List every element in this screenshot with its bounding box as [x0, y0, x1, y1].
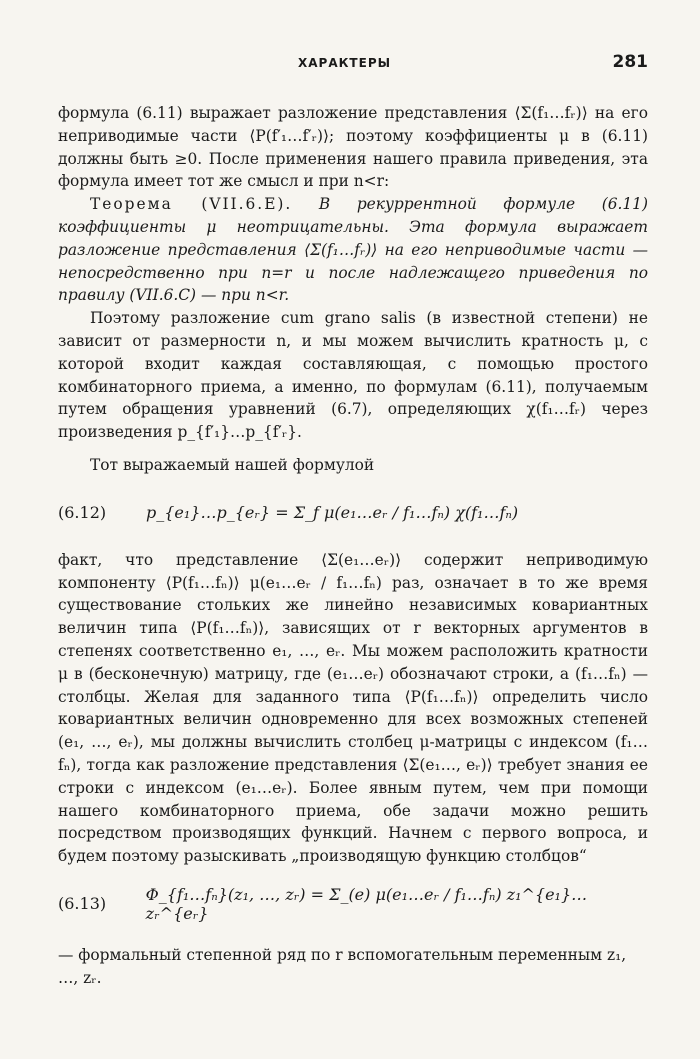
formula-6-13: [58, 872, 648, 936]
paragraph-3: Поэтому разложение cum grano salis (в известной степени) не зависит от размерности n, и мы можем вычислить кратность μ, с которой входит каждая составляющая, с помощью простого комбинаторного приема, а именно, по формулам (6.11), получаемым путем обращения уравнений (6.7), определяющих χ(f₁…fᵣ) через произведения p_{f′₁}…p_{f′ᵣ}.: [58, 309, 648, 442]
theorem-paragraph: [58, 193, 648, 307]
paragraph-1: формула (6.11) выражает разложение представления ⟨Σ(f₁…fᵣ)⟩ на его неприводимые части ⟨P(f′₁…f′ᵣ)⟩; поэтому коэффициенты μ в (6.11) должны быть ≥0. После применения нашего правила приведения, эта формула имеет тот же смысл и при n<r:: [58, 104, 648, 191]
formula-label: (6.13): [58, 894, 107, 914]
formula-6-12: [58, 481, 648, 545]
paragraph-6: — формальный степенной ряд по r вспомогательным переменным z₁, …, zᵣ.: [58, 945, 627, 987]
formula-label: (6.12): [58, 503, 107, 523]
theorem-lead: Теорема (VII.6.E).: [90, 195, 293, 214]
running-head: [58, 52, 648, 72]
formula-expression: p_{e₁}…p_{eᵣ} = Σ_f μ(e₁…eᵣ / f₁…fₙ) χ(f₁…fₙ): [146, 503, 519, 523]
paragraph-4: Тот выражаемый нашей формулой: [90, 455, 375, 474]
page-number: 281: [612, 52, 648, 72]
paragraph-5: факт, что представление ⟨Σ(e₁…eᵣ)⟩ содержит неприводимую компоненту ⟨P(f₁…fₙ)⟩ μ(e₁…eᵣ / f₁…fₙ) раз, означает в то же время существование стольких же линейно независимых ковариантных величин типа ⟨P(f₁…fₙ)⟩, зависящих от r векторных аргументов в степенях соответственно e₁, …, eᵣ. Мы можем расположить кратности μ в (бесконечную) матрицу, где (e₁…eᵣ) обозначают строки, а (f₁…fₙ) — столбцы. Желая для заданного типа ⟨P(f₁…fₙ)⟩ определить число ковариантных величин одновременно для всех возможных степеней (e₁, …, eᵣ), мы должны вычислить столбец μ-матрицы с индексом (f₁…fₙ), тогда как разложение представления ⟨Σ(e₁…, eᵣ)⟩ требует знания ее строки с индексом (e₁…eᵣ). Более явным путем, чем при помощи нашего комбинаторного приема, обе задачи можно решить посредством производящих функций. Начнем с первого вопроса, и будем поэтому разыскивать „производящую функцию столбцов“: [58, 550, 648, 866]
running-title: ХАРАКТЕРЫ: [298, 56, 392, 70]
theorem-body: В рекуррентной формуле (6.11) коэффициенты μ неотрицательны. Эта формула выражает разложение представления ⟨Σ(f₁…fᵣ)⟩ на его неприводимые части — непосредственно при n=r и после надлежащего приведения по правилу (VII.6.C) — при n<r.: [58, 195, 648, 305]
formula-expression: Φ_{f₁…fₙ}(z₁, …, zᵣ) = Σ_(e) μ(e₁…eᵣ / f₁…fₙ) z₁^{e₁}…zᵣ^{eᵣ}: [145, 884, 588, 923]
